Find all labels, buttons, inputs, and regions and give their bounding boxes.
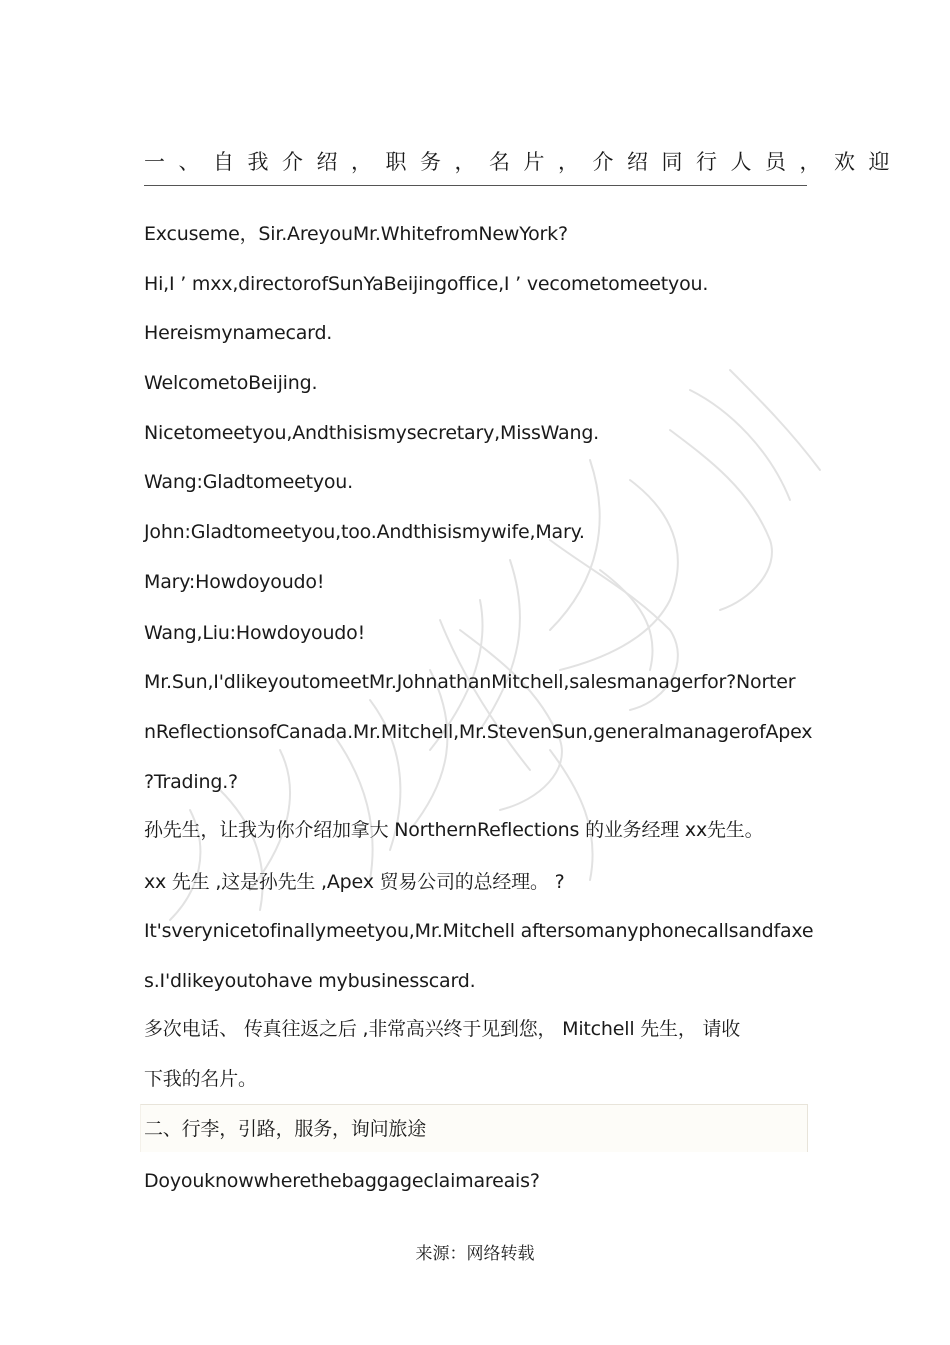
- text-line: s.I'dlikeyoutohave mybusinesscard.: [144, 970, 476, 992]
- text-line: It'sverynicetofinallymeetyou,Mr.Mitchell aftersomanyphonecallsandfaxe: [144, 920, 814, 942]
- text-line: 孙先生，让我为你介绍加拿大 NorthernReflections 的业务经理 xx先生。: [144, 819, 764, 841]
- text-line: Doyouknowwherethebaggageclaimareais?: [144, 1170, 540, 1192]
- text-line: Wang,Liu:Howdoyoudo!: [144, 622, 366, 644]
- text-line: nReflectionsofCanada.Mr.Mitchell,Mr.StevenSun,generalmanagerofApex: [144, 721, 813, 743]
- footer-source: 来源：网络转载: [415, 1244, 535, 1264]
- heading-underline: [144, 185, 807, 186]
- text-line: xx 先生 ,这是孙先生 ,Apex 贸易公司的总经理。 ?: [144, 871, 565, 893]
- text-line: Wang:Gladtomeetyou.: [144, 471, 353, 493]
- section-heading-2: 二、行李，引路，服务，询问旅途: [144, 1118, 427, 1140]
- text-line: Nicetomeetyou,Andthisismysecretary,MissWang.: [144, 422, 600, 444]
- text-line: Mary:Howdoyoudo!: [144, 571, 325, 593]
- text-line: Hi,I ’ mxx,directorofSunYaBeijingoffice,I ’ vecometomeetyou.: [144, 273, 709, 295]
- text-line: Hereismynamecard.: [144, 322, 333, 344]
- watermark-graphic: [130, 370, 860, 930]
- text-line: Mr.Sun,I'dlikeyoutomeetMr.JohnathanMitchell,salesmanagerfor?Norter: [144, 671, 796, 693]
- section-heading-1: 一、自我介绍，职务，名片，介绍同行人员，欢迎: [144, 150, 903, 174]
- text-line: ?Trading.?: [144, 771, 238, 793]
- text-line: Excuseme，Sir.AreyouMr.WhitefromNewYork?: [144, 223, 568, 245]
- text-line: 下我的名片。: [144, 1068, 257, 1090]
- text-line: WelcometoBeijing.: [144, 372, 318, 394]
- text-line: 多次电话、 传真往返之后 ,非常高兴终于见到您， Mitchell 先生， 请收: [144, 1018, 741, 1040]
- text-line: John:Gladtomeetyou,too.Andthisismywife,Mary.: [144, 521, 585, 543]
